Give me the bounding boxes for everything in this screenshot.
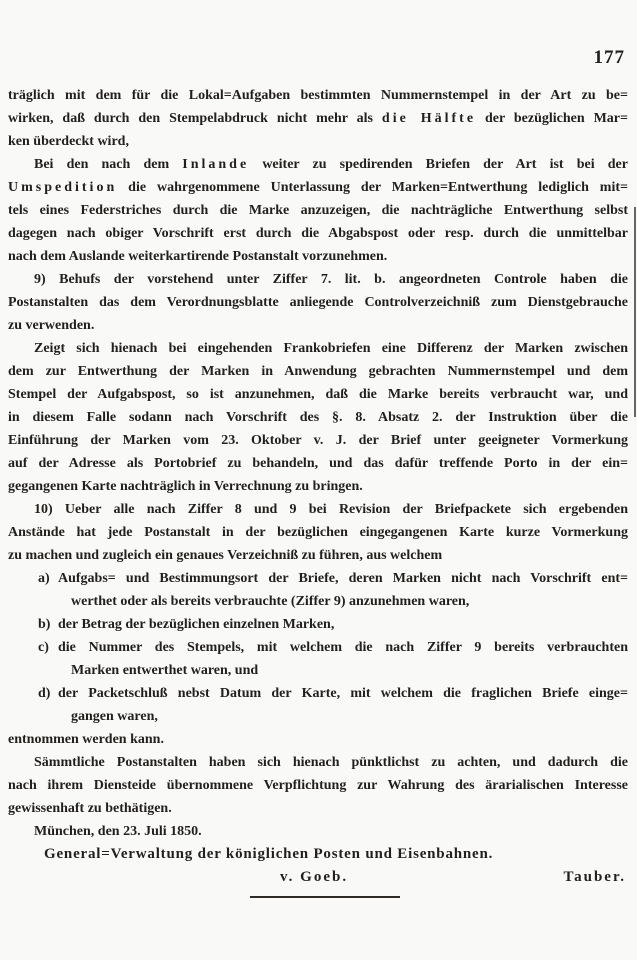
text-run: Bei den nach dem (34, 157, 183, 172)
list-marker: d) (38, 686, 51, 701)
text-run: wirken, daß durch den Stempelabdruck nicht mehr als (8, 111, 382, 126)
signature-left: v. Goeb. (280, 869, 349, 885)
text-run: zu verwenden. (8, 318, 95, 333)
text-run: werthet oder als bereits verbrauchte (Ziffer 9) anzunehmen waren, (71, 594, 470, 609)
text-line (8, 199, 628, 222)
text-run: weiter zu spedirenden Briefen der Art ist bei der (249, 157, 628, 172)
text-run: gegangenen Karte nachträglich in Verrechnung zu bringen. (8, 479, 363, 494)
text-line (8, 521, 628, 544)
text-run: in diesem Falle sodann nach Vorschrift des §. 8. Absatz 2. der Instruktion über die (8, 410, 628, 425)
issuing-authority-title: General=Verwaltung der königlichen Posten und Eisenbahnen. (44, 846, 494, 862)
emphasized-text-run: Umspedition (8, 180, 118, 195)
signature-right: Tauber. (563, 869, 626, 885)
text-run: Einführung der Marken vom 23. Oktober v. J. der Brief unter geeigneter Vormerkung (8, 433, 628, 448)
page-number: 177 (593, 47, 625, 68)
text-line (8, 268, 628, 291)
text-line (8, 429, 628, 452)
text-run: München, den 23. Juli 1850. (34, 824, 202, 839)
scan-artifact-line (634, 207, 636, 417)
emphasized-text-run: Inlande (182, 157, 250, 172)
text-run: der Betrag der bezüglichen einzelnen Marken, (58, 617, 335, 632)
text-line (8, 84, 628, 107)
text-line (8, 544, 628, 567)
text-run: 9) Behufs der vorstehend unter Ziffer 7. lit. b. angeordneten Controle haben die (34, 272, 628, 287)
text-run: Stempel der Aufgabspost, so ist anzunehmen, daß die Marke bereits verbraucht war, und (8, 387, 628, 402)
text-line (8, 774, 628, 797)
text-line (8, 475, 628, 498)
list-marker: c) (38, 640, 49, 655)
text-line (8, 406, 628, 429)
text-run: dem zur Entwerthung der Marken in Anwendung gebrachten Nummernstempel und dem (8, 364, 628, 379)
text-run: entnommen werden kann. (8, 732, 164, 747)
text-run: der Packetschluß nebst Datum der Karte, mit welchem die fraglichen Briefe einge= (58, 686, 628, 701)
text-line (8, 452, 628, 475)
text-line (8, 360, 628, 383)
text-line (8, 314, 628, 337)
text-run: zu machen und zugleich ein genaues Verzeichniß zu führen, aus welchem (8, 548, 443, 563)
text-run: 10) Ueber alle nach Ziffer 8 und 9 bei Revision der Briefpackete sich ergebenden (34, 502, 628, 517)
text-run: Aufgabs= und Bestimmungsort der Briefe, deren Marken nicht nach Vorschrift ent= (58, 571, 628, 586)
list-item-line (8, 590, 628, 613)
text-run: Anstände hat jede Postanstalt in der bezüglichen eingegangenen Karte kurze Vormerkung (8, 525, 628, 540)
signature-line (8, 866, 628, 889)
list-item-line (8, 659, 628, 682)
text-line (8, 498, 628, 521)
text-run: Postanstalten das dem Verordnungsblatte anliegende Controlverzeichniß zum Dienstgebrauche (8, 295, 628, 310)
list-marker: a) (38, 571, 50, 586)
text-line (8, 222, 628, 245)
text-line (8, 751, 628, 774)
text-line (8, 107, 628, 130)
text-run: träglich mit dem für die Lokal=Aufgaben bestimmten Nummernstempel in der Art zu be= (8, 88, 628, 103)
text-line (8, 797, 628, 820)
text-run: die Nummer des Stempels, mit welchem die nach Ziffer 9 bereits verbrauchten (58, 640, 628, 655)
text-line (8, 245, 628, 268)
emphasized-text-run: die Hälfte (381, 111, 477, 126)
text-line (8, 153, 628, 176)
text-run: Zeigt sich hienach bei eingehenden Frankobriefen eine Differenz der Marken zwischen (34, 341, 628, 356)
text-block (8, 84, 628, 898)
text-line (8, 130, 628, 153)
text-run: gangen waren, (71, 709, 158, 724)
text-line (8, 291, 628, 314)
list-item-line (8, 705, 628, 728)
closing-rule-divider (250, 896, 400, 898)
text-line (8, 820, 628, 843)
text-line (8, 383, 628, 406)
text-run: auf der Adresse als Portobrief zu behandeln, und das dafür treffende Porto in der ein= (8, 456, 628, 471)
text-run: nach dem Auslande weiterkartirende Postanstalt vorzunehmen. (8, 249, 388, 264)
text-run: die wahrgenommene Unterlassung der Marken=Entwerthung lediglich mit= (117, 180, 628, 195)
text-run: dagegen nach obiger Vorschrift erst durch die Abgabspost oder resp. durch die unmittelbar (8, 226, 628, 241)
text-run: ken überdeckt wird, (8, 134, 129, 149)
text-run: gewissenhaft zu bethätigen. (8, 801, 172, 816)
text-run: Marken entwerthet waren, und (71, 663, 259, 678)
text-run: Sämmtliche Postanstalten haben sich hienach pünktlichst zu achten, und dadurch die (34, 755, 628, 770)
text-run: nach ihrem Diensteide übernommene Verpflichtung zur Wahrung des ärarialischen Interesse (8, 778, 628, 793)
list-item-line (8, 682, 628, 705)
list-item-line (8, 613, 628, 636)
text-run: der bezüglichen Mar= (476, 111, 628, 126)
list-item-line (8, 567, 628, 590)
text-line (8, 176, 628, 199)
text-line (8, 728, 628, 751)
list-item-line (8, 636, 628, 659)
text-line (8, 337, 628, 360)
text-run: tels eines Federstriches durch die Marke anzuzeigen, die nachträgliche Entwerthung selbst (8, 203, 628, 218)
list-marker: b) (38, 617, 51, 632)
